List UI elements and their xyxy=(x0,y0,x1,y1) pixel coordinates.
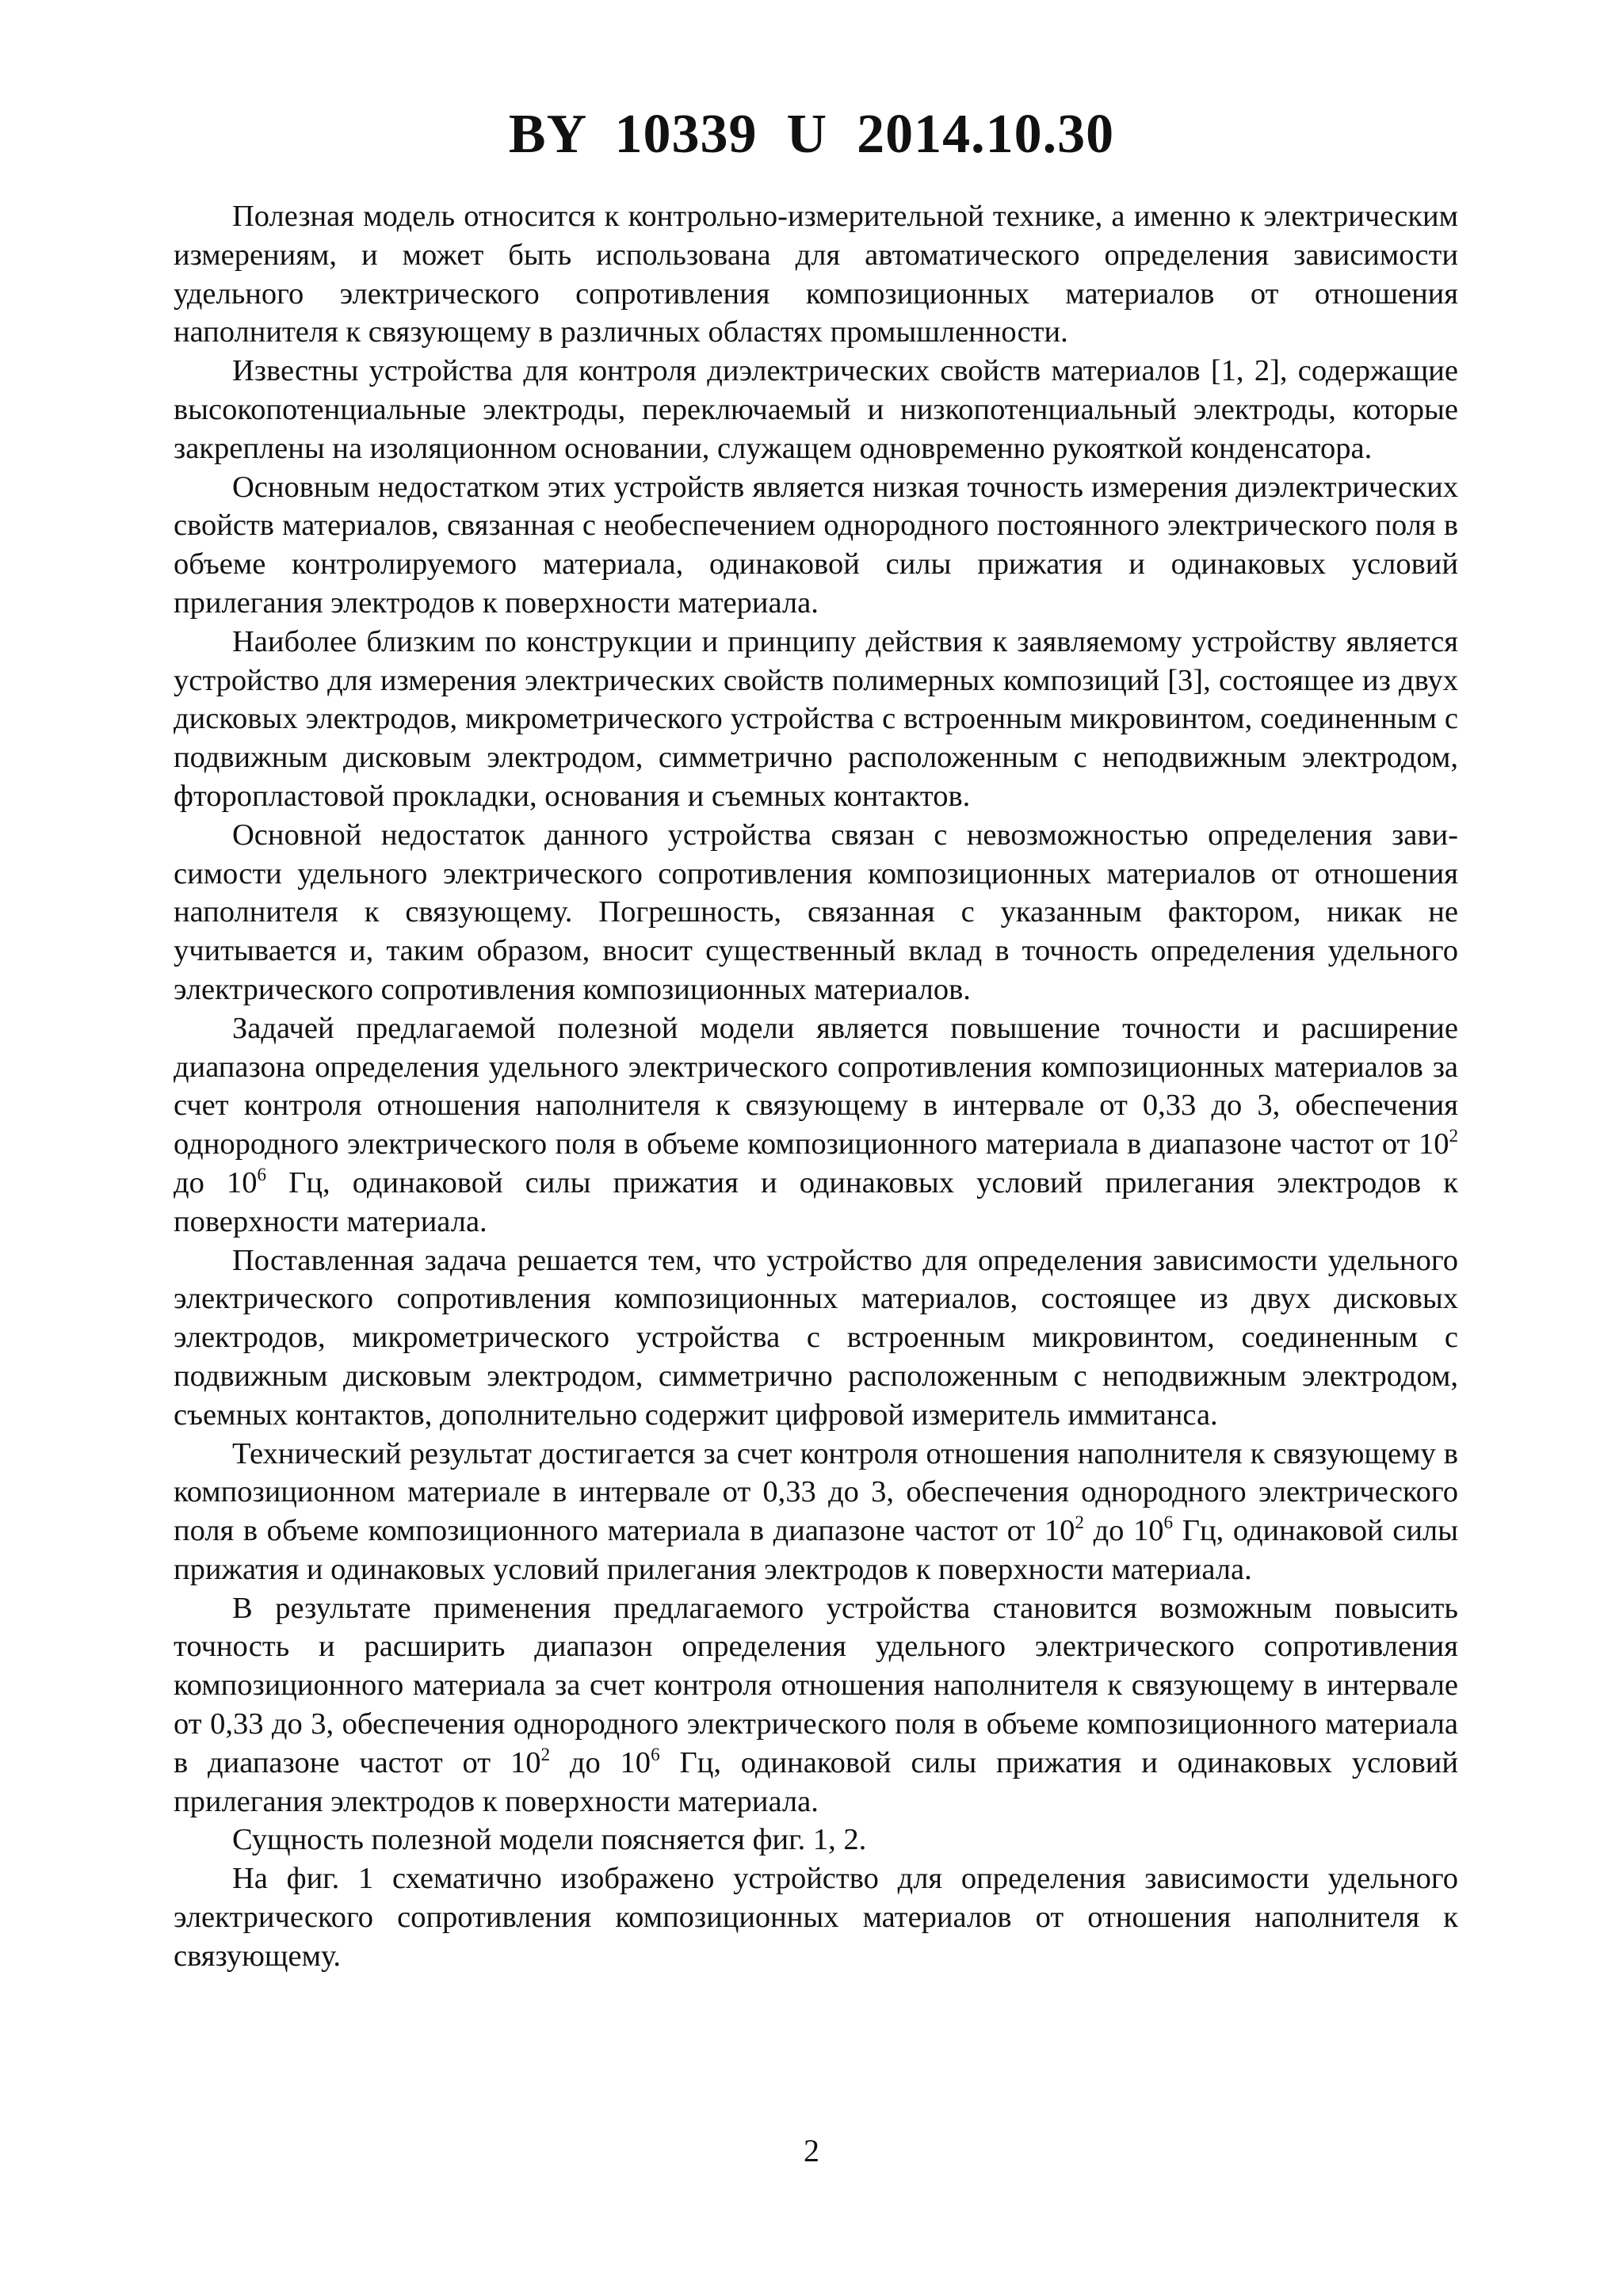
superscript-exponent: 6 xyxy=(651,1743,660,1764)
superscript-exponent: 6 xyxy=(257,1163,267,1184)
paragraph xyxy=(174,1821,1458,1859)
paragraph xyxy=(174,1435,1458,1589)
paragraph xyxy=(174,1589,1458,1821)
paragraph-text: до 10 xyxy=(550,1745,651,1779)
paragraph-text: Задачей предлагаемой полезной модели является повышение точности и расширение диапазона определения удельного электрического сопротивления композиционных материалов за счет контроля отношения наполнителя к связующему в интервале от 0,33 до 3, обеспечения однородного электрического поля в объеме композиционного материала в диапазоне частот от 10 xyxy=(174,1011,1458,1161)
paragraph xyxy=(174,623,1458,816)
paragraph-text: Основной недостаток данного устройства связан с невозможностью определения зависимости удельного электрического сопротивления композиционных материалов от отношения наполнителя к связующему. Погрешность, связанная с указанным фактором, никак не учитывается и, таким образом, вносит существенный вклад в точность определения удельного электрического сопротивления композиционных материалов. xyxy=(174,818,1458,1006)
paragraph xyxy=(174,1009,1458,1241)
superscript-exponent: 2 xyxy=(540,1743,551,1764)
paragraph-text: В результате применения предлагаемого устройства становится возможным повысить точность и расширить диапазон определения удельного электрического сопротивления композиционного материала за счет контроля отношения наполнителя к связующему в интервале от 0,33 до 3, обеспечения однородного электрического поля в объеме композиционного материала в диапазоне частот от 10 xyxy=(174,1591,1458,1779)
document-body xyxy=(174,197,1458,1976)
paragraph xyxy=(174,468,1458,623)
paragraph xyxy=(174,1241,1458,1435)
paragraph-text: Технический результат достигается за счет контроля отношения наполнителя к связующему в композиционном материале в интервале от 0,33 до 3, обеспечения однородного электрического поля в объеме композиционного материала в диапазоне частот от 10 xyxy=(174,1436,1458,1548)
paragraph-text: На фиг. 1 схематично изображено устройство для определения зависимости удельного электрического сопротивления композиционных материалов от отношения наполнителя к связующему. xyxy=(174,1862,1458,1973)
paragraph xyxy=(174,1859,1458,1975)
paragraph xyxy=(174,197,1458,352)
paragraph xyxy=(174,816,1458,1009)
paragraph-text: Гц, одинаковой силы прижатия и одинаковых условий прилегания электродов к поверхности материала. xyxy=(174,1745,1459,1818)
superscript-exponent: 2 xyxy=(1449,1125,1458,1146)
patent-header: BY 10339 U 2014.10.30 xyxy=(508,104,1115,165)
superscript-exponent: 6 xyxy=(1163,1512,1174,1533)
paragraph-text: до 10 xyxy=(1083,1514,1164,1548)
paragraph-text: Поставленная задача решается тем, что устройство для определения зависимости удельного электрического сопротивления композиционных материалов, состоящее из двух дисковых электродов, микрометрического устройства с встроенным микровинтом, соединенным с подвижным дисковым электродом, симметрично расположенным с неподвижным электродом, съемных контактов, дополнительно содержит цифровой измеритель иммитанса. xyxy=(174,1243,1458,1432)
paragraph-text: Полезная модель относится к контрольно-измерительной технике, а именно к электрическим измерениям, и может быть использована для автоматического определения зависимости удельного электрического сопротивления композиционных материалов от отношения наполнителя к связующему в различных областях промышленности. xyxy=(174,200,1458,349)
paragraph-text: Сущность полезной модели поясняется фиг. 1, 2. xyxy=(232,1823,867,1857)
paragraph-text: Гц, одинаковой силы прижатия и одинаковых условий прилегания электродов к поверхности материала. xyxy=(174,1514,1459,1586)
paragraph-text: Известны устройства для контроля диэлектрических свойств материалов [1, 2], содержащие высокопотенциальные электроды, переключаемый и низкопотенциальный электроды, которые закреплены на изоляционном основании, служащем одновременно рукояткой конденсатора. xyxy=(174,354,1458,465)
page-number: 2 xyxy=(804,2133,819,2168)
paragraph-text: Наиболее близким по конструкции и принципу действия к заявляемому устройству является устройство для измерения электрических свойств полимерных композиций [3], состоящее из двух дисковых электродов, микрометрического устройства с встроенным микровинтом, соединенным с подвижным дисковым электродом, симметрично расположенным с неподвижным электродом, фторопластовой прокладки, основания и съемных контактов. xyxy=(174,624,1458,813)
superscript-exponent: 2 xyxy=(1075,1512,1084,1533)
paragraph-text: Гц, одинаковой силы прижатия и одинаковых условий прилегания электродов к поверхности материала. xyxy=(174,1165,1458,1238)
paragraph-text: до 10 xyxy=(174,1165,258,1199)
paragraph xyxy=(174,352,1458,467)
paragraph-text: Основным недостатком этих устройств является низкая точность измерения диэлектрических свойств материалов, связанная с необеспечением однородного постоянного электрического поля в объеме контролируемого материала, одинаковой силы прижатия и одинаковых условий прилегания электродов к поверхности материала. xyxy=(174,470,1458,620)
